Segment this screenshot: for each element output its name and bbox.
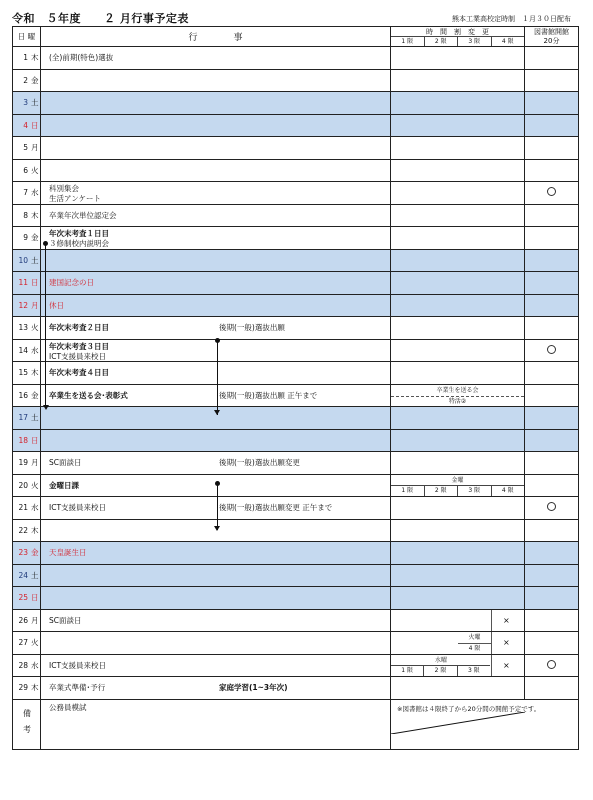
weekday: 土 [31,255,39,265]
timetable-cell [391,182,525,205]
timetable-cell [391,227,525,250]
day-number: 21 [18,503,28,513]
schedule-row [13,47,579,70]
events-cell [41,587,391,610]
timetable-divider [491,610,492,632]
change-line [217,484,218,530]
event-text-secondary: 後期(一般)選抜出願変更 [219,458,300,467]
schedule-row [13,452,579,475]
library-cell [525,519,579,542]
timetable-cell [391,654,525,677]
library-cell [525,339,579,362]
events-cell [41,362,391,385]
application-line [217,341,218,415]
schedule-row [13,497,579,520]
event-text: 生活アンケート [49,194,102,203]
schedule-row [13,609,579,632]
timetable-note: 水曜 [434,656,447,664]
events-cell [41,272,391,295]
library-cell [525,272,579,295]
event-text: ICT支援員来校日 [49,660,107,670]
weekday: 木 [31,683,39,693]
day-cell [13,92,41,115]
weekday: 水 [31,660,39,670]
timetable-cell [391,272,525,295]
timetable-note: 金曜 [451,476,464,484]
timetable-cell [391,69,525,92]
timetable-divider [491,632,492,654]
schedule-row [13,92,579,115]
event-text: 年次末考査１日目 [49,229,109,238]
events-cell [41,182,391,205]
schedule-row [13,339,579,362]
events-cell [41,69,391,92]
schedule-row [13,159,579,182]
timetable-cell [391,294,525,317]
schedule-row [13,294,579,317]
library-cell [525,609,579,632]
timetable-cell [391,474,525,497]
timetable-periods: 1 限 2 限 3 限 4 限 [391,485,524,496]
weekday: 金 [31,233,39,243]
day-cell [13,47,41,70]
weekday: 水 [31,503,39,513]
day-number: 25 [18,593,28,603]
schedule-row [13,249,579,272]
event-text: SC面談日 [49,458,82,467]
timetable-column-header: 時 間 割 変 更 1 限 2 限 3 限 4 限 [391,27,525,47]
day-number: 17 [18,413,28,423]
day-cell [13,137,41,160]
day-cell [13,677,41,700]
events-cell [41,564,391,587]
schedule-row [13,272,579,295]
weekday: 金 [31,548,39,558]
weekday: 月 [31,615,39,625]
weekday: 金 [31,390,39,400]
day-cell [13,69,41,92]
day-cell [13,204,41,227]
event-text: 年次末考査２日目 [49,323,109,332]
timetable-cell [391,362,525,385]
events-cell [41,159,391,182]
schedule-row [13,227,579,250]
day-number: 4 [23,120,28,130]
events-cell [41,632,391,655]
timetable-periods: 1 限 2 限 3 限 [391,665,490,676]
timetable-cell [391,587,525,610]
events-cell [41,452,391,475]
day-number: 27 [18,638,28,648]
event-text-secondary: 後期(一般)選抜出願変更 正午まで [219,503,333,512]
day-number: 20 [18,480,28,490]
library-cell [525,474,579,497]
change-end-arrow [214,526,220,531]
weekday: 土 [31,98,39,108]
event-text: ３修制校内説明会 [49,239,109,248]
timetable-cell [391,92,525,115]
weekday: 日 [31,120,39,130]
library-cell [525,249,579,272]
day-number: 16 [18,390,28,400]
day-cell [13,564,41,587]
events-cell [41,137,391,160]
schedule-table [12,26,579,750]
day-cell [13,452,41,475]
timetable-cell [391,339,525,362]
day-number: 29 [18,683,28,693]
events-cell [41,114,391,137]
library-cell [525,137,579,160]
day-cell [13,114,41,137]
day-cell [13,497,41,520]
schedule-row [13,69,579,92]
schedule-row [13,564,579,587]
day-cell [13,429,41,452]
schedule-row [13,407,579,430]
timetable-note-sub: 4 限 [468,645,481,652]
library-cell [525,384,579,407]
no-class-mark: × [503,638,510,647]
day-cell [13,474,41,497]
application-start-dot [215,338,220,343]
event-text: 科別集会 [49,184,79,193]
timetable-cell [391,407,525,430]
schedule-row [13,384,579,407]
weekday: 月 [31,300,39,310]
timetable-note-sub: 特活② [448,397,467,405]
timetable-cell [391,114,525,137]
exam-start-dot [43,241,48,246]
weekday: 土 [31,413,39,423]
day-number: 28 [18,660,28,670]
schedule-row [13,182,579,205]
event-text: 年次末考査４日目 [49,368,109,377]
change-start-dot [215,481,220,486]
day-number: 18 [18,435,28,445]
weekday: 日 [31,593,39,603]
schedule-row [13,632,579,655]
library-open-mark [547,660,556,669]
weekday: 土 [31,570,39,580]
weekday: 月 [31,143,39,153]
weekday: 木 [31,368,39,378]
day-number: 1 [23,53,28,63]
schedule-row [13,429,579,452]
schedule-row [13,137,579,160]
library-cell [525,452,579,475]
library-cell [525,159,579,182]
schedule-row [13,317,579,340]
timetable-cell [391,542,525,565]
schedule-row [13,204,579,227]
timetable-cell [391,609,525,632]
day-number: 23 [18,548,28,558]
day-cell [13,182,41,205]
diagonal-line [391,712,525,734]
day-cell [13,587,41,610]
weekday: 火 [31,638,39,648]
timetable-cell [391,519,525,542]
event-text: 建国記念の日 [49,278,94,287]
remarks-label: 備 考 [13,699,41,749]
event-text: 卒業生を送る会･表彰式 [49,390,128,400]
day-cell [13,609,41,632]
library-cell [525,587,579,610]
application-end-arrow [214,410,220,415]
events-cell [41,249,391,272]
library-open-mark [547,187,556,196]
day-cell [13,519,41,542]
timetable-cell [391,429,525,452]
timetable-cell [391,249,525,272]
day-cell [13,272,41,295]
exam-end-arrow [43,405,49,410]
library-cell [525,564,579,587]
library-cell [525,677,579,700]
day-number: 26 [18,615,28,625]
events-cell [41,609,391,632]
event-text-secondary: 家庭学習(1~3年次) [219,683,288,692]
day-cell [13,384,41,407]
timetable-cell [391,204,525,227]
day-number: 5 [23,143,28,153]
library-column-header: 図書館開館 20分 [525,27,579,47]
event-text: ICT支援員来校日 [49,503,107,512]
day-cell [13,227,41,250]
library-cell [525,317,579,340]
weekday: 火 [31,323,39,333]
day-cell [13,654,41,677]
events-cell [41,429,391,452]
day-number: 24 [18,570,28,580]
weekday: 火 [31,480,39,490]
day-cell [13,632,41,655]
day-number: 3 [23,98,28,108]
weekday: 木 [31,210,39,220]
timetable-cell [391,159,525,182]
events-cell [41,204,391,227]
schedule-row [13,677,579,700]
library-cell [525,69,579,92]
timetable-cell [391,317,525,340]
timetable-note: 卒業生を送る会 [391,385,524,397]
events-cell [41,227,391,250]
exam-period-line [45,243,46,408]
library-note: ※図書館は４限終了から20分間の開館予定です。 [397,704,541,713]
schedule-row [13,114,579,137]
day-number: 13 [18,323,28,333]
day-cell [13,542,41,565]
events-cell [41,47,391,70]
day-cell [13,339,41,362]
day-number: 8 [23,210,28,220]
schedule-row [13,519,579,542]
day-number: 12 [18,300,28,310]
events-cell [41,497,391,520]
schedule-row [13,587,579,610]
timetable-cell [391,632,525,655]
events-cell [41,542,391,565]
day-cell [13,294,41,317]
day-cell [13,249,41,272]
timetable-cell [391,497,525,520]
events-cell [41,92,391,115]
period-headers: 1 限 2 限 3 限 4 限 [391,36,524,46]
timetable-note: 火曜 [458,632,491,644]
weekday: 日 [31,278,39,288]
weekday: 月 [31,458,39,468]
day-number: 11 [18,278,28,288]
events-cell [41,384,391,407]
schedule-row [13,654,579,677]
library-cell [525,429,579,452]
library-cell [525,47,579,70]
day-cell [13,407,41,430]
library-cell [525,182,579,205]
timetable-cell [391,564,525,587]
event-text: ICT支援員来校日 [49,351,107,361]
day-number: 7 [23,188,28,198]
no-class-mark: × [503,615,510,625]
event-text-secondary: 後期(一般)選抜出願 [219,323,285,332]
library-cell [525,632,579,655]
event-text: 金曜日課 [49,480,79,490]
event-text: 休日 [49,300,64,310]
library-cell [525,407,579,430]
timetable-cell [391,677,525,700]
day-number: 19 [18,458,28,468]
event-text: 天皇誕生日 [49,548,87,557]
table-header-row [13,27,579,47]
diagonal-stroke [391,712,525,734]
timetable-cell [391,47,525,70]
weekday: 木 [31,53,39,63]
schedule-row [13,474,579,497]
event-text-secondary: 後期(一般)選抜出願 正午まで [219,390,318,400]
event-text: (全)前期(特色)選抜 [49,53,114,62]
timetable-cell [391,452,525,475]
timetable-cell [391,137,525,160]
library-cell [525,497,579,520]
event-text: 卒業年次単位認定会 [49,210,117,220]
library-cell [525,362,579,385]
library-open-mark [547,502,556,511]
day-number: 2 [23,75,28,85]
weekday: 金 [31,75,39,85]
school-info: 熊本工業高校定時制 １月３０日配布 [452,15,571,23]
event-text: 卒業式準備･予行 [49,683,106,692]
weekday: 日 [31,435,39,445]
event-text: 年次末考査３日目 [49,341,109,351]
library-cell [525,654,579,677]
remarks-cell [41,699,391,749]
library-cell [525,227,579,250]
day-cell [13,362,41,385]
day-number: 14 [18,345,28,355]
day-number: 9 [23,233,28,243]
day-number: 22 [18,525,28,535]
library-cell [525,92,579,115]
day-number: 10 [18,255,28,265]
events-cell [41,654,391,677]
library-cell [525,204,579,227]
schedule-row [13,362,579,385]
remarks-text: 公務員模試 [49,702,87,712]
weekday: 水 [31,188,39,198]
event-text: SC面談日 [49,615,82,625]
weekday: 水 [31,345,39,355]
day-number: 6 [23,165,28,175]
weekday: 木 [31,525,39,535]
schedule-row [13,542,579,565]
timetable-divider [491,655,492,677]
events-column-header: 行 事 [41,27,391,47]
page-title: 令和 ５年度 ２ 月行事予定表 [12,12,189,25]
library-open-mark [547,345,556,354]
library-cell [525,114,579,137]
day-column-header: 日 曜 [13,27,41,47]
events-cell [41,294,391,317]
events-cell [41,677,391,700]
timetable-cell [391,384,525,407]
library-cell [525,542,579,565]
events-cell [41,317,391,340]
no-class-mark: × [503,660,510,670]
day-cell [13,317,41,340]
weekday: 火 [31,165,39,175]
day-cell [13,159,41,182]
day-number: 15 [18,368,28,378]
library-cell [525,294,579,317]
